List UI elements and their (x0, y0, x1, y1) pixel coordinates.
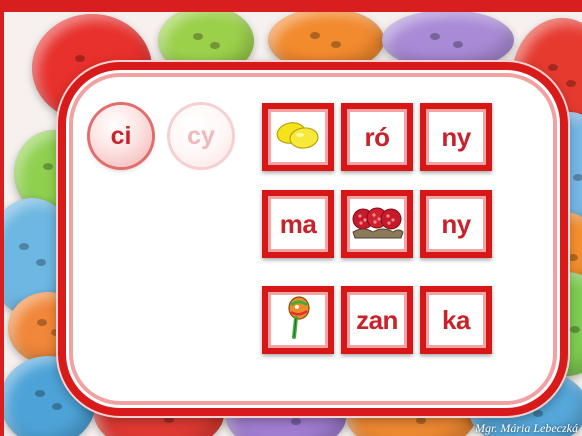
tile-row3-rattle[interactable] (262, 286, 334, 354)
decorative-button-purple (382, 10, 514, 70)
tile-row1-ny[interactable] (420, 103, 492, 171)
author-watermark: Mgr. Mária Lebeczká (475, 421, 578, 435)
tile-row1-ro[interactable] (341, 103, 413, 171)
choice-ci-label: ci (110, 121, 132, 150)
tile-row2-ny[interactable] (420, 190, 492, 258)
tile-row3-ka[interactable] (420, 286, 492, 354)
lemons-icon (273, 118, 323, 156)
tile-syllable: zan (356, 304, 398, 335)
choice-cy-label: cy (187, 121, 215, 150)
top-red-bar (0, 0, 582, 12)
tile-row3-zan[interactable] (341, 286, 413, 354)
tile-row1-lemons[interactable] (262, 103, 334, 171)
tile-syllable: ka (442, 304, 470, 335)
choice-cy-button[interactable] (170, 105, 232, 167)
tile-syllable: ró (364, 121, 390, 152)
tile-syllable: ny (441, 208, 471, 239)
left-red-edge (0, 0, 4, 436)
rattle-icon (282, 295, 314, 345)
raspberries-icon (349, 204, 405, 244)
tile-syllable: ma (279, 208, 317, 239)
choice-ci-button[interactable] (90, 105, 152, 167)
tile-row2-raspberries[interactable] (341, 190, 413, 258)
tile-syllable: ny (441, 121, 471, 152)
tile-row2-ma[interactable] (262, 190, 334, 258)
